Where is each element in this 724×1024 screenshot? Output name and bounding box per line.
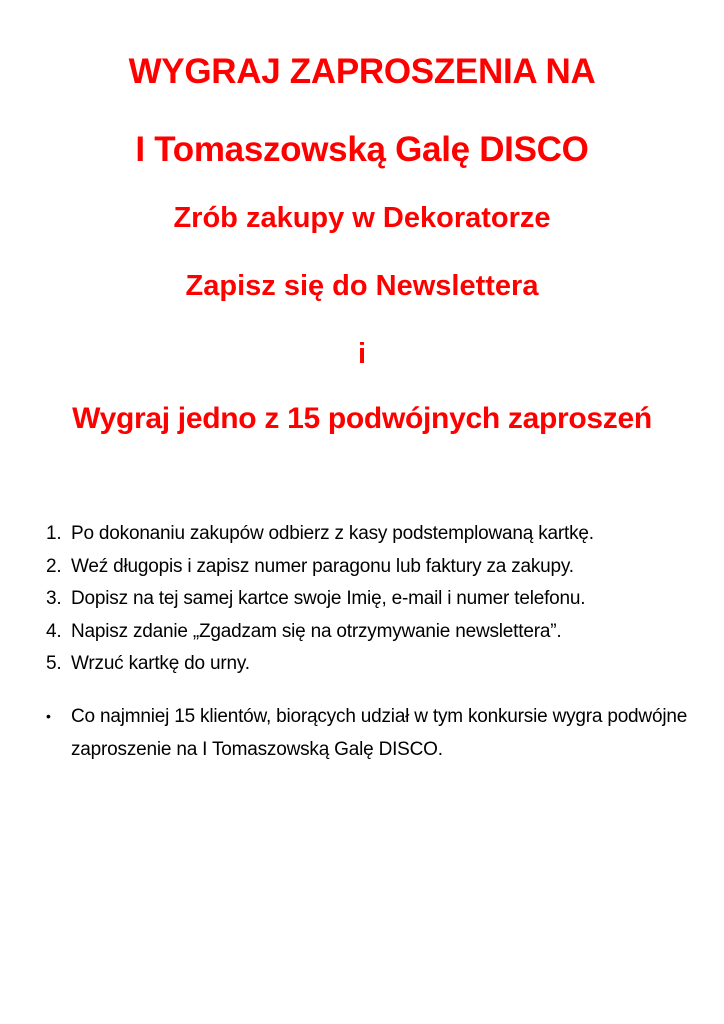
instructions-list <box>46 518 594 681</box>
bullet-text: Co najmniej 15 klientów, biorących udział w tym konkursie wygra podwójne zaproszenie na I Tomaszowską Galę DISCO. <box>71 706 688 760</box>
list-item-text: Dopisz na tej samej kartce swoje Imię, e-mail i numer telefonu. <box>71 588 586 609</box>
list-item-number: 1. <box>46 523 62 544</box>
list-item-number: 2. <box>46 555 62 577</box>
list-item-number: 3. <box>46 588 62 609</box>
list-item <box>46 583 594 616</box>
list-item <box>46 648 594 681</box>
list-item-text: Napisz zdanie „Zgadzam się na otrzymywanie newslettera”. <box>71 620 562 642</box>
subtitle-conjunction: i <box>357 338 367 370</box>
notes-list <box>46 700 691 766</box>
title-line-1: WYGRAJ ZAPROSZENIA NA <box>128 52 596 91</box>
list-item-text: Po dokonaniu zakupów odbierz z kasy podstemplowaną kartkę. <box>71 523 594 544</box>
subtitle-win: Wygraj jedno z 15 podwójnych zaproszeń <box>72 402 652 435</box>
title-line-2: I Tomaszowską Galę DISCO <box>135 130 589 169</box>
list-item-number: 4. <box>46 620 62 642</box>
list-item-number: 5. <box>46 653 62 674</box>
subtitle-newsletter: Zapisz się do Newslettera <box>185 270 539 302</box>
list-item-text: Weź długopis i zapisz numer paragonu lub faktury za zakupy. <box>71 555 574 577</box>
list-item <box>46 551 594 584</box>
bullet-item <box>46 700 691 766</box>
subtitle-shop: Zrób zakupy w Dekoratorze <box>173 202 551 234</box>
list-item <box>46 518 594 551</box>
bullet-icon: • <box>46 708 51 724</box>
list-item-text: Wrzuć kartkę do urny. <box>71 653 250 674</box>
list-item <box>46 616 594 649</box>
